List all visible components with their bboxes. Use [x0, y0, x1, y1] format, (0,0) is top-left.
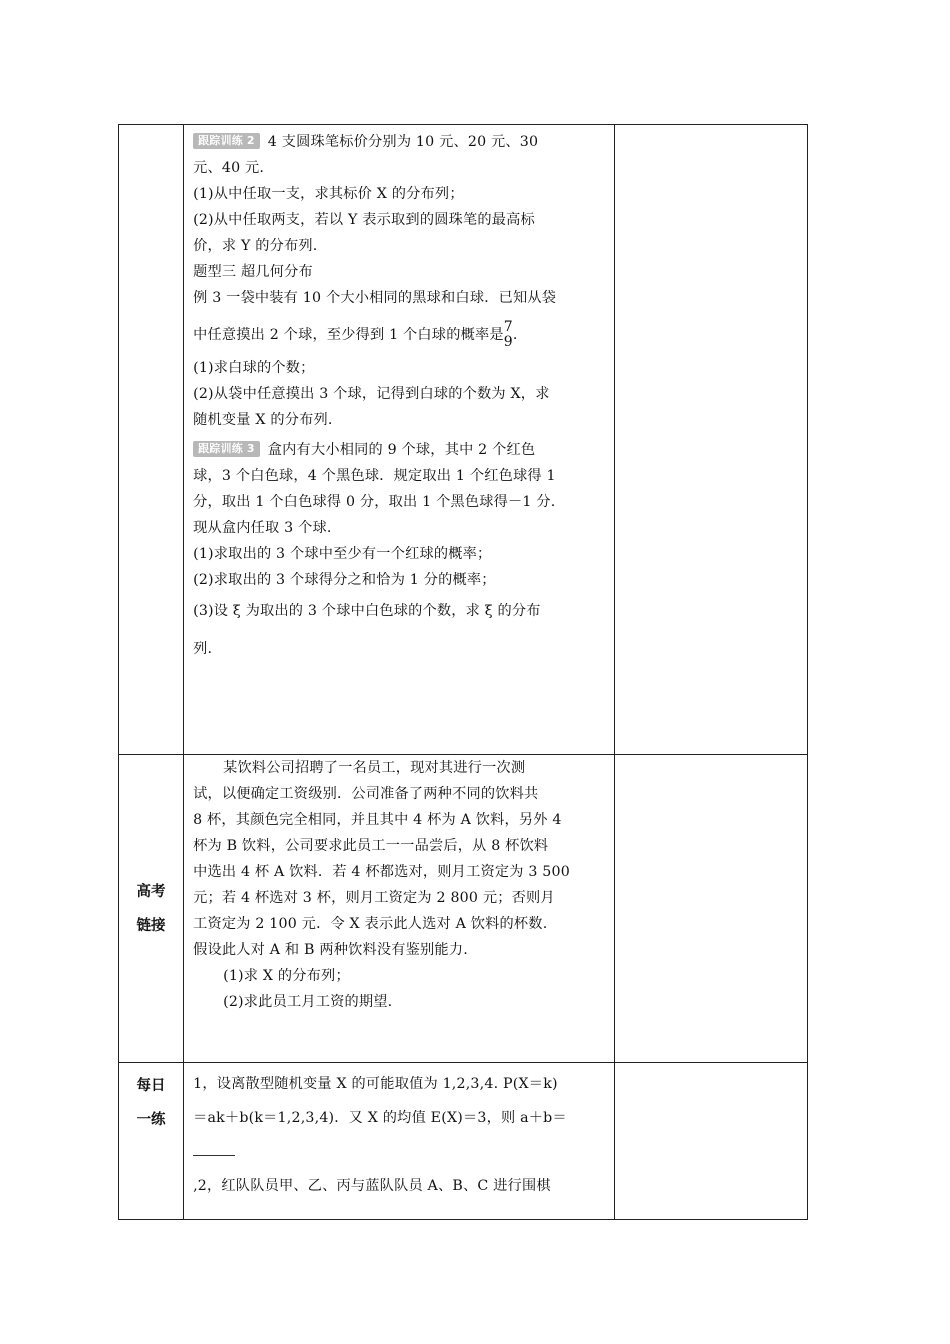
- training2-question: (2)从中任取两支，若以 Y 表示取到的圆珠笔的最高标: [193, 212, 535, 228]
- training3-line: 分，取出 1 个白色球得 0 分，取出 1 个黑色球得－1 分.: [193, 494, 556, 510]
- training2-badge: 跟踪训练 2: [193, 133, 260, 149]
- row-label: 高考: [136, 883, 166, 900]
- notes-cell: [614, 125, 807, 755]
- training2-line: 元、40 元.: [193, 160, 265, 176]
- training2-question: (1)从中任取一支，求其标价 X 的分布列；: [193, 186, 464, 202]
- example3-question: 随机变量 X 的分布列.: [193, 412, 333, 428]
- example3-line: 例 3 一袋中装有 10 个大小相同的黑球和白球．已知从袋: [193, 290, 557, 306]
- training3-question: (3)设 ξ 为取出的 3 个球中白色球的个数，求 ξ 的分布: [193, 603, 541, 619]
- row-label: 每日: [136, 1078, 166, 1094]
- training3-question: (1)求取出的 3 个球中至少有一个红球的概率；: [193, 546, 492, 562]
- row-label-cell: [119, 755, 184, 1063]
- training3-question: 列.: [193, 641, 213, 657]
- problem-line: 某饮料公司招聘了一名员工，现对其进行一次测: [223, 760, 526, 776]
- example3-question: (1)求白球的个数；: [193, 360, 315, 376]
- training3-line: 盒内有大小相同的 9 个球，其中 2 个红色: [267, 442, 536, 458]
- problem-line: 假设此人对 A 和 B 两种饮料没有鉴别能力.: [193, 942, 468, 958]
- example3-question: (2)从袋中任意摸出 3 个球，记得到白球的个数为 X，求: [193, 386, 550, 402]
- table-row: [119, 1063, 808, 1220]
- example3-line: 中任意摸出 2 个球，至少得到 1 个白球的概率是: [193, 327, 504, 343]
- section-title: 题型三 超几何分布: [193, 264, 313, 280]
- probability-fraction: 7 9: [503, 319, 513, 350]
- answer-blank[interactable]: [193, 1141, 235, 1156]
- content-cell: [184, 755, 615, 1063]
- problem-question: (2)求此员工月工资的期望.: [223, 994, 393, 1010]
- training3-line: 球，3 个白色球，4 个黑色球．规定取出 1 个红色球得 1: [193, 468, 556, 484]
- training3-badge: 跟踪训练 3: [193, 441, 260, 457]
- training2-question: 价，求 Y 的分布列.: [193, 238, 318, 254]
- notes-cell: [614, 755, 807, 1063]
- content-cell: 跟踪训练 2 4 支圆珠笔标价分别为 10 元、20 元、30 元、40 元. (1)从中任取一支，求其标价 X 的分布列； (2)从中任取两支，若以 Y 表示取到的圆珠笔的最高标 价，求 Y 的分布列. 题型三 超几何分布 例 3 一袋中装有 10 个大小相同的黑球和白球．已知从袋 中任意摸出 2 个球，至少得到 1 个白球的概率是 7 9 . (1)求白球的个数； (2)从袋中任意摸出 3 个球，记得到白球的个数为 X，求 随机变量 X 的分布列. 跟踪训练 3 盒内有大小相同的 9 个球，其中 2 个红色 球，3 个白色球，4 个黑色球．规定取出 1 个红色球得 1 分，取出 1 个白色球得 0 分，取出 1 个黑色球得－1 分. 现从盒内任取 3 个球. (1)求取出的 3 个球中至少有一个红球的概率； (2)求取出的 3 个球得分之和恰为 1 分的概率； (3)设 ξ 为取出的 3 个球中白色球的个数，求 ξ 的分布 列.: [184, 125, 615, 755]
- table-row: [119, 125, 808, 755]
- training3-line: 现从盒内任取 3 个球.: [193, 520, 332, 536]
- row-label-cell: [119, 1063, 184, 1220]
- training2-line: 4 支圆珠笔标价分别为 10 元、20 元、30: [267, 134, 539, 150]
- training3-question: (2)求取出的 3 个球得分之和恰为 1 分的概率；: [193, 572, 496, 588]
- row-label: 链接: [136, 917, 166, 934]
- row-label: 一练: [136, 1112, 166, 1128]
- row-label-cell: [119, 125, 184, 755]
- exercise-line: 1，设离散型随机变量 X 的可能取值为 1,2,3,4. P(X＝k): [193, 1076, 558, 1092]
- problem-line: 元；若 4 杯选对 3 杯，则月工资定为 2 800 元；否则月: [193, 890, 555, 906]
- problem-line: 8 杯，其颜色完全相同，并且其中 4 杯为 A 饮料，另外 4: [193, 812, 562, 828]
- problem-line: 工资定为 2 100 元．令 X 表示此人选对 A 饮料的杯数.: [193, 916, 548, 932]
- table-row: [119, 755, 808, 1063]
- notes-cell: [614, 1063, 807, 1220]
- problem-line: 试，以便确定工资级别．公司准备了两种不同的饮料共: [193, 786, 539, 802]
- exercise-line: ＝ak＋b(k＝1,2,3,4)．又 X 的均值 E(X)＝3，则 a＋b＝: [193, 1110, 567, 1126]
- problem-line: 杯为 B 饮料，公司要求此员工一一品尝后，从 8 杯饮料: [193, 838, 549, 854]
- problem-line: 中选出 4 杯 A 饮料．若 4 杯都选对，则月工资定为 3 500: [193, 864, 570, 880]
- content-cell: [184, 1063, 615, 1220]
- worksheet-table: [118, 124, 808, 1220]
- exercise-line: ,2，红队队员甲、乙、丙与蓝队队员 A、B、C 进行围棋: [193, 1178, 551, 1194]
- problem-question: (1)求 X 的分布列；: [223, 968, 350, 984]
